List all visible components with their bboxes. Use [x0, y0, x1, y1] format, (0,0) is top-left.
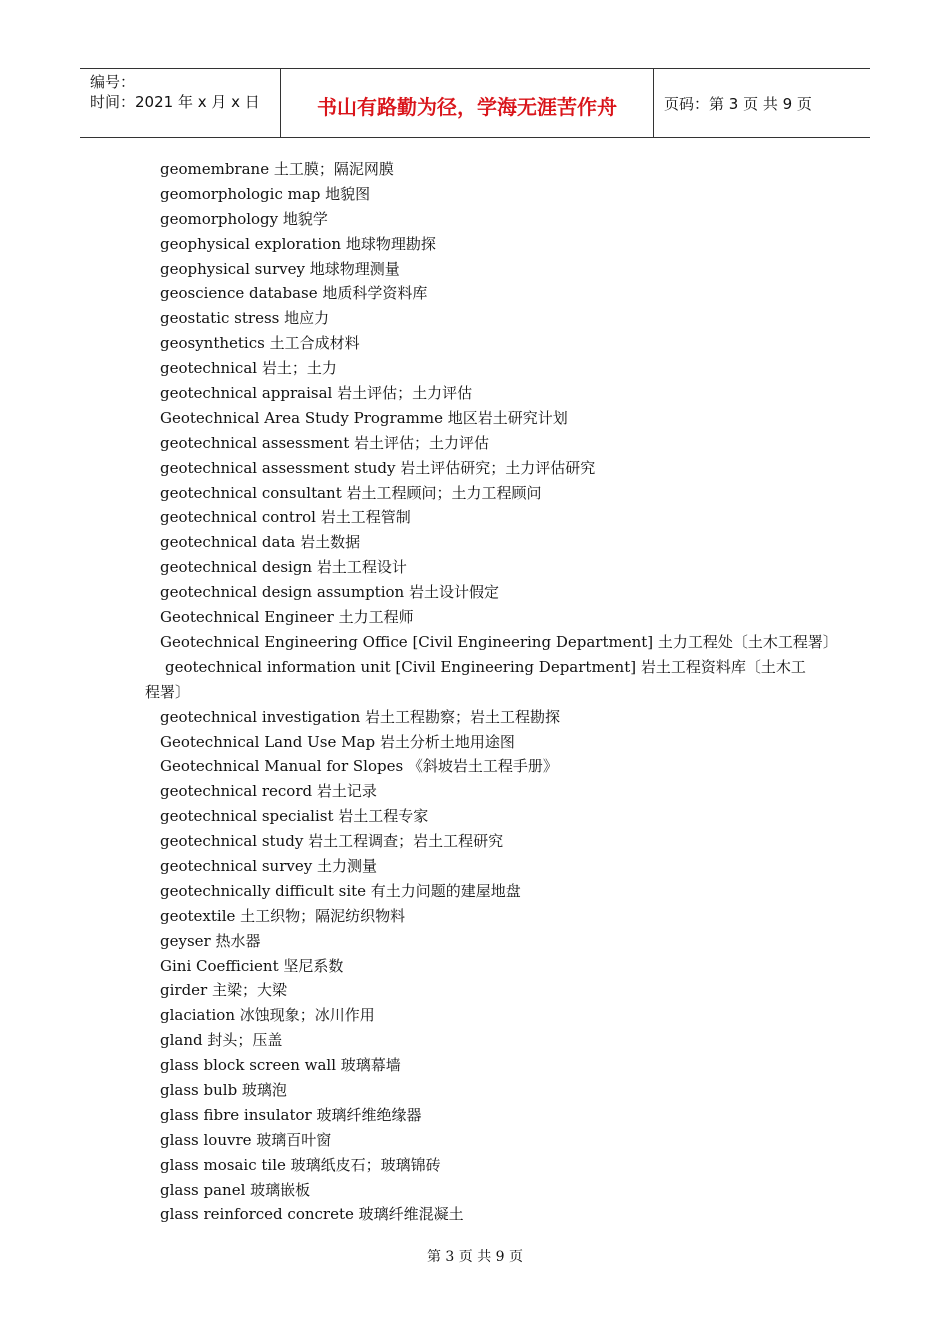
glossary-entry: Geotechnical Manual for Slopes 《斜坡岩土工程手册》 — [160, 757, 558, 776]
glossary-entry: geomembrane 土工膜；隔泥网膜 — [160, 160, 394, 178]
glossary-entry: girder 主梁；大梁 — [160, 981, 287, 1000]
document-date: 时间：2021 年 x 月 x 日 — [90, 93, 260, 111]
glossary-entry: glass reinforced concrete 玻璃纤维混凝土 — [160, 1205, 464, 1224]
glossary-entry: geoscience database 地质科学资料库 — [160, 284, 428, 303]
glossary-entry: geotechnical assessment study 岩土评估研究；土力评估研究 — [160, 458, 596, 477]
glossary-entry: geophysical survey 地球物理测量 — [160, 259, 400, 278]
glossary-entry: geotechnical specialist 岩土工程专家 — [160, 807, 429, 826]
glossary-entry: geophysical exploration 地球物理勘探 — [160, 234, 436, 253]
glossary-entry: geotechnical design 岩土工程设计 — [160, 558, 407, 577]
glossary-entry: geotechnical record 岩土记录 — [160, 782, 377, 801]
glossary-entry: geotechnical design assumption 岩土设计假定 — [160, 583, 499, 602]
glossary-entry: geotechnical assessment 岩土评估；土力评估 — [160, 433, 490, 452]
glossary-entry: geosynthetics 土工合成材料 — [160, 334, 360, 353]
header-meta-cell — [80, 69, 281, 137]
glossary-entry: geotechnical information unit [Civil Engineering Department] 岩土工程资料库〔土木工程署〕 — [145, 657, 806, 701]
glossary-entry: geyser 热水器 — [160, 931, 261, 950]
glossary-entry: geotechnical survey 土力测量 — [160, 856, 377, 875]
glossary-entry: geostatic stress 地应力 — [160, 309, 330, 328]
glossary-list — [145, 157, 838, 1227]
glossary-entry: geotechnical consultant 岩土工程顾问；土力工程顾问 — [160, 483, 542, 502]
glossary-entry: Geotechnical Area Study Programme 地区岩土研究计划 — [160, 408, 568, 427]
header-motto-cell — [281, 69, 654, 137]
document-number-label: 编号： — [90, 73, 136, 91]
page-header — [80, 68, 870, 138]
header-page-info: 页码：第 3 页 共 9 页 — [664, 95, 812, 113]
glossary-entry: geomorphologic map 地貌图 — [160, 184, 371, 203]
glossary-entry: Geotechnical Land Use Map 岩土分析土地用途图 — [160, 732, 515, 751]
glossary-entry: glass panel 玻璃嵌板 — [160, 1180, 311, 1199]
page-footer: 第 3 页 共 9 页 — [426, 1249, 524, 1265]
glossary-entry: glass louvre 玻璃百叶窗 — [160, 1130, 332, 1149]
glossary-entry: geotextile 土工织物；隔泥纺织物料 — [160, 906, 406, 925]
glossary-entry: gland 封头；压盖 — [160, 1031, 283, 1050]
glossary-entry: geotechnical control 岩土工程管制 — [160, 508, 411, 527]
glossary-entry: glaciation 冰蚀现象；冰川作用 — [160, 1006, 375, 1025]
glossary-entry: geotechnical appraisal 岩土评估；土力评估 — [160, 384, 473, 403]
header-page-cell — [654, 69, 870, 137]
glossary-entry: glass mosaic tile 玻璃纸皮石；玻璃锦砖 — [160, 1155, 441, 1174]
glossary-entry: geotechnically difficult site 有土力问题的建屋地盘 — [160, 881, 521, 900]
glossary-entry: geotechnical data 岩土数据 — [160, 533, 361, 552]
glossary-entry: geomorphology 地貌学 — [160, 209, 328, 228]
glossary-entry: glass block screen wall 玻璃幕墙 — [160, 1056, 401, 1075]
glossary-entry: Geotechnical Engineer 土力工程师 — [160, 608, 414, 627]
glossary-entry: geotechnical investigation 岩土工程勘察；岩土工程勘探 — [160, 707, 561, 726]
glossary-entry: glass bulb 玻璃泡 — [160, 1080, 287, 1099]
glossary-entry: glass fibre insulator 玻璃纤维绝缘器 — [160, 1105, 422, 1124]
glossary-entry: geotechnical study 岩土工程调查；岩土工程研究 — [160, 832, 504, 851]
glossary-entry: Geotechnical Engineering Office [Civil Engineering Department] 土力工程处〔土木工程署〕 — [160, 632, 838, 651]
glossary-entry: geotechnical 岩土；土力 — [160, 359, 337, 378]
glossary-entry: Gini Coefficient 坚尼系数 — [160, 956, 344, 975]
header-motto: 书山有路勤为径，学海无涯苦作舟 — [317, 95, 617, 119]
